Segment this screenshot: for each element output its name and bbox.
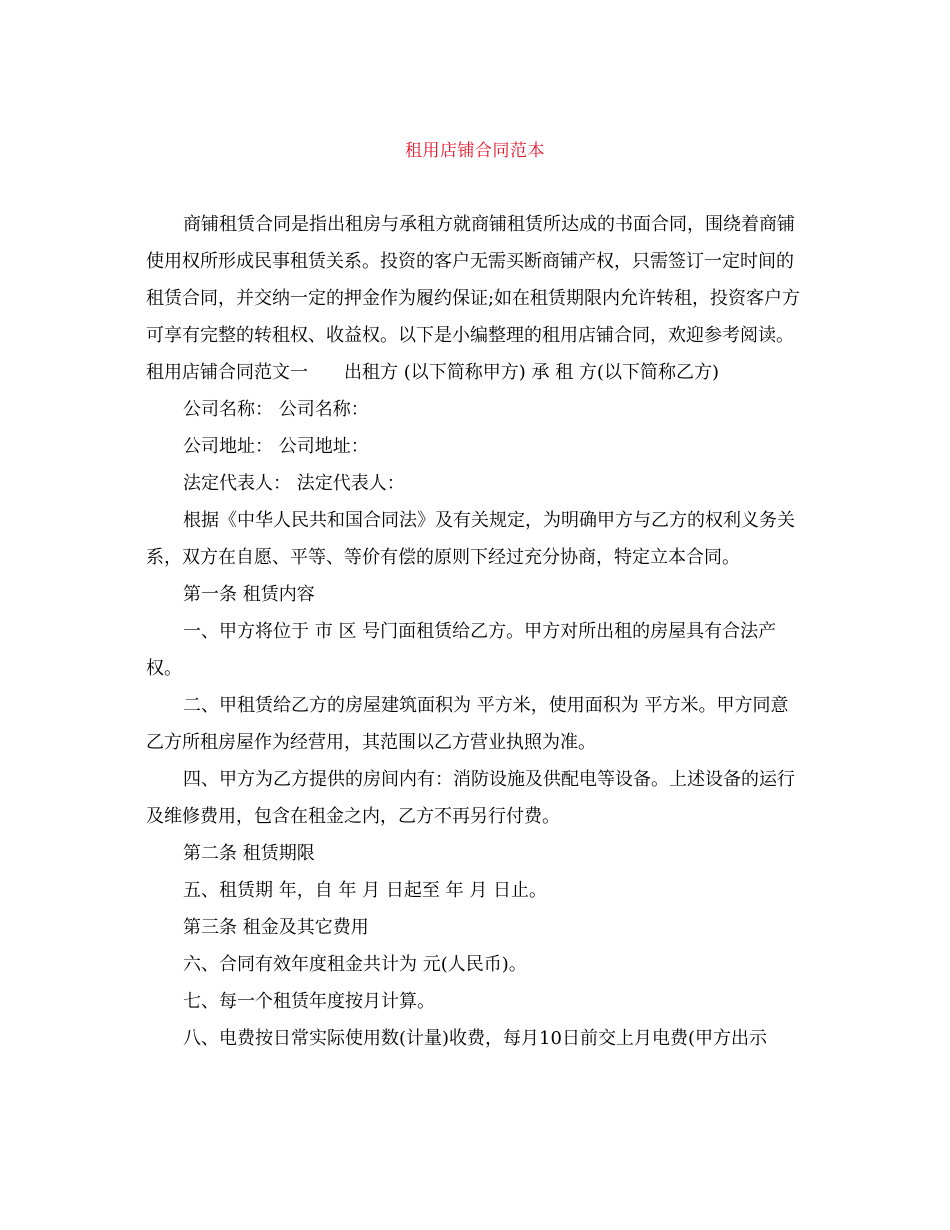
sample-heading: 租用店铺合同范文一	[146, 362, 308, 383]
clause-6: 六、合同有效年度租金共计为 元(人民币)。	[183, 954, 527, 975]
article-1-heading: 第一条 租赁内容	[183, 584, 315, 605]
legal-representative-line: 法定代表人： 法定代表人：	[183, 473, 405, 494]
article-3-heading: 第三条 租金及其它费用	[183, 917, 369, 938]
company-address-line: 公司地址： 公司地址：	[183, 436, 369, 457]
clause-1: 一、甲方将位于 市 区 号门面租赁给乙方。甲方对所出租的房屋具有合法产权。	[146, 621, 777, 679]
intro-paragraph: 商铺租赁合同是指出租房与承租方就商铺租赁所达成的书面合同，围绕着商铺使用权所形成民事租赁关系。投资的客户无需买断商铺产权，只需签订一定时间的租赁合同，并交纳一定的押金作为履约保证;如在租赁期限内允许转租，投资客户方可享有完整的转租权、收益权。以下是小编整理的租用店铺合同，欢迎参考阅读。	[146, 214, 801, 346]
document-title: 租用店铺合同范本	[405, 141, 545, 161]
clause-4: 四、甲方为乙方提供的房间内有：消防设施及供配电等设备。上述设备的运行及维修费用，包含在租金之内，乙方不再另行付费。	[146, 769, 795, 827]
clause-7: 七、每一个租赁年度按月计算。	[183, 991, 435, 1012]
sample-heading-line	[146, 354, 806, 391]
basis-paragraph: 根据《中华人民共和国合同法》及有关规定，为明确甲方与乙方的权利义务关系，双方在自愿、平等、等价有偿的原则下经过充分协商，特定立本合同。	[146, 510, 795, 568]
clause-8: 八、电费按日常实际使用数(计量)收费，每月10日前交上月电费(甲方出示	[183, 1028, 767, 1049]
clause-5: 五、租赁期 年，自 年 月 日起至 年 月 日止。	[183, 880, 548, 901]
parties-line: 出租方 (以下简称甲方) 承 租 方(以下简称乙方)	[344, 362, 719, 383]
company-name-line: 公司名称： 公司名称：	[183, 399, 369, 420]
article-2-heading: 第二条 租赁期限	[183, 843, 315, 864]
document-body	[146, 206, 806, 1057]
clause-2: 二、甲租赁给乙方的房屋建筑面积为 平方米，使用面积为 平方米。甲方同意乙方所租房屋作为经营用，其范围以乙方营业执照为准。	[146, 695, 789, 753]
